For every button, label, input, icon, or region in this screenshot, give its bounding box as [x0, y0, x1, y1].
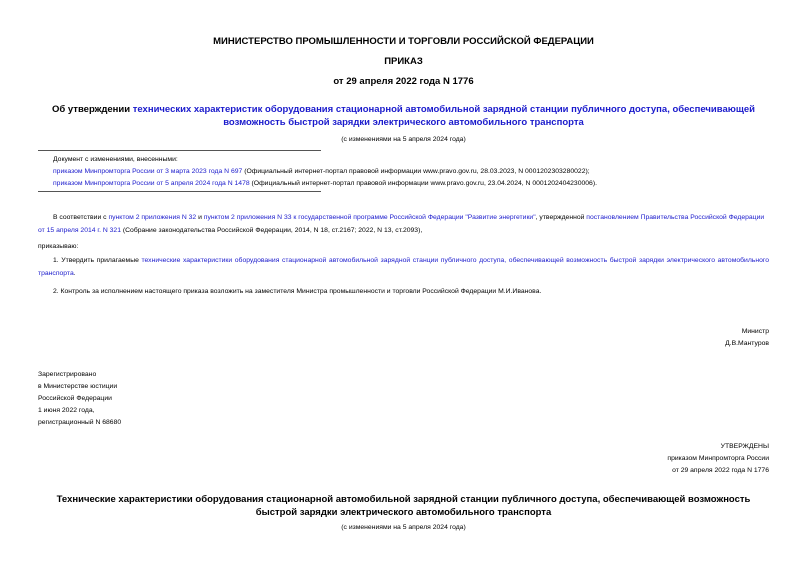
approved-line: УТВЕРЖДЕНЫ [720, 443, 769, 450]
changes-intro: Документ с изменениями, внесенными: [53, 156, 178, 163]
preamble-link-1[interactable]: пунктом 2 приложения N 32 [108, 214, 197, 221]
registration-line: 1 июня 2022 года, [38, 407, 95, 414]
approved-line: от 29 апреля 2022 года N 1776 [672, 467, 769, 474]
order-item-1-text: 1. Утвердить прилагаемые [53, 257, 142, 264]
approved-block [667, 441, 769, 477]
change-rest-1: (Официальный интернет-портал правовой информации www.pravo.gov.ru, 28.03.2023, N 0001202303280022); [242, 168, 590, 175]
order-word: приказываю: [38, 243, 79, 250]
order-item-1-end: . [73, 270, 76, 277]
doc-date-heading: от 29 апреля 2022 года N 1776 [333, 76, 474, 87]
doc-type-heading: ПРИКАЗ [384, 56, 423, 67]
registration-line: Российской Федерации [38, 395, 112, 402]
registration-block [38, 369, 121, 429]
order-item-2: 2. Контроль за исполнением настоящего приказа возложить на заместителя Министра промышленности и торговли Российской Федерации М.И.Иванова. [53, 288, 542, 295]
title-prefix: Об утверждении [52, 104, 133, 115]
preamble-link-2[interactable]: пунктом 2 приложения N 33 к государственной программе Российской Федерации "Развитие энергетики" [203, 214, 536, 221]
change-item [53, 178, 773, 190]
title-revision: (с изменениями на 5 апреля 2024 года) [341, 136, 466, 143]
appendix-title: Технические характеристики оборудования стационарной автомобильной зарядной станции публичного доступа, обеспечивающей возможность быстрой зарядки электрического автомобильного транспорта [56, 494, 751, 518]
divider-bottom [38, 191, 321, 192]
preamble-link-3[interactable]: постановлением Правительства Российской Федерации от 15 апреля 2014 г. N 321 [38, 214, 765, 234]
change-link-2[interactable]: приказом Минпромторга России от 5 апреля 2024 года N 1478 [53, 180, 250, 187]
order-item-1-link[interactable]: технические характеристики оборудования стационарной автомобильной зарядной станции публичного доступа, обеспечивающей возможность быстрой зарядки электрического автомобильного транспорта [38, 257, 769, 277]
preamble-text: и [196, 214, 204, 221]
appendix-revision: (с изменениями на 5 апреля 2024 года) [341, 524, 466, 531]
registration-line: Зарегистрировано [38, 371, 97, 378]
registration-line: в Министерстве юстиции [38, 383, 118, 390]
divider-top [38, 150, 321, 151]
change-link-1[interactable]: приказом Минпромторга России от 3 марта 2023 года N 697 [53, 168, 243, 175]
registration-line: регистрационный N 68680 [38, 419, 122, 426]
approved-line: приказом Минпромторга России [667, 455, 769, 462]
change-rest-2: (Официальный интернет-портал правовой информации www.pravo.gov.ru, 23.04.2024, N 0001202404230006). [249, 180, 597, 187]
preamble-text: (Собрание законодательства Российской Федерации, 2014, N 18, ст.2167; 2022, N 13, ст.2093), [120, 227, 423, 234]
document-title [38, 103, 769, 129]
signature-position: Министр [741, 328, 769, 335]
ministry-heading: МИНИСТЕРСТВО ПРОМЫШЛЕННОСТИ И ТОРГОВЛИ РОССИЙСКОЙ ФЕДЕРАЦИИ [213, 36, 594, 47]
title-link[interactable]: технических характеристик оборудования стационарной автомобильной зарядной станции публичного доступа, обеспечивающей возможность быстрой зарядки электрического автомобильного транспорта [132, 104, 755, 128]
preamble-paragraph [38, 211, 769, 237]
preamble-text: , утвержденной [535, 214, 587, 221]
signature-name: Д.В.Мантуров [725, 340, 769, 347]
order-item-1 [38, 254, 769, 280]
change-item [53, 166, 773, 178]
changes-block [53, 154, 773, 190]
preamble-text: В соответствии с [53, 214, 109, 221]
